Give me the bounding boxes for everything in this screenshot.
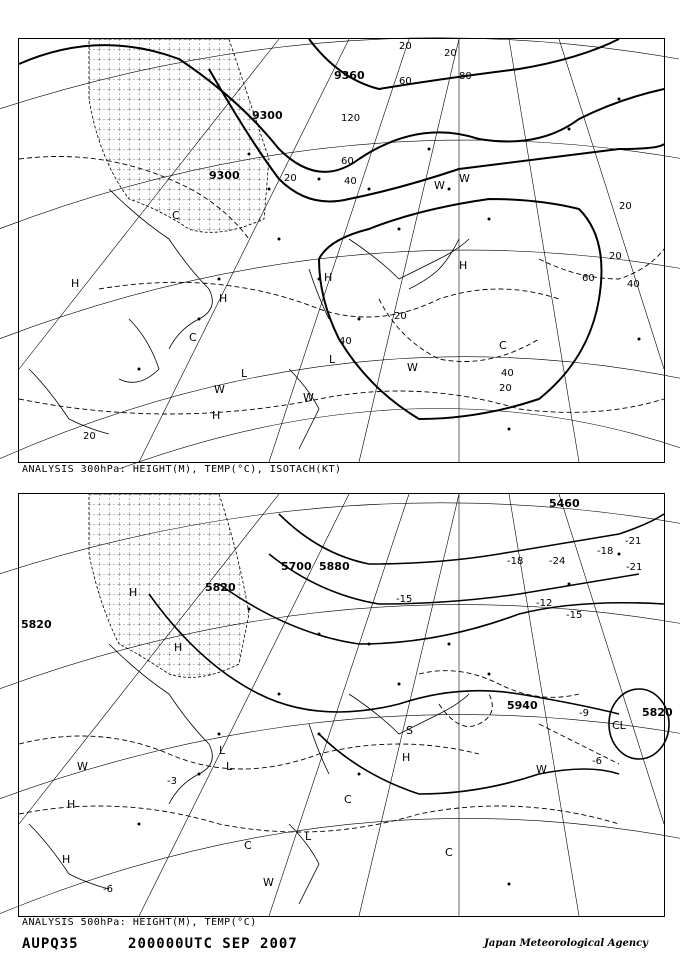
system-marker: C	[189, 331, 197, 344]
system-marker: L	[241, 367, 248, 380]
system-marker: C	[344, 793, 352, 806]
height-label: 5820	[205, 581, 236, 594]
isotach-label: 120	[341, 113, 361, 124]
chart-300hpa	[18, 38, 665, 463]
system-marker: H	[174, 641, 183, 654]
temp-label: -6	[103, 884, 113, 895]
temp-label: -21	[625, 536, 642, 547]
isotach-label: 20	[394, 311, 407, 322]
system-marker: L	[329, 353, 336, 366]
isotach-label: 20	[619, 201, 632, 212]
map-500hpa	[19, 494, 673, 916]
temp-label: -24	[549, 556, 566, 567]
system-marker: H	[459, 259, 468, 272]
temp-label: -9	[579, 708, 589, 719]
system-marker: C	[244, 839, 252, 852]
system-marker: C	[499, 339, 507, 352]
isotach-label: 60	[341, 156, 354, 167]
system-marker: CL	[612, 719, 626, 732]
isotach-label: 60	[399, 76, 412, 87]
system-marker: H	[324, 271, 333, 284]
coastlines	[29, 644, 469, 904]
height-label: 5880	[319, 560, 350, 573]
height-label: 9300	[252, 109, 283, 122]
system-marker: W	[459, 172, 470, 185]
system-marker: H	[402, 751, 411, 764]
system-marker: L	[305, 830, 312, 843]
system-marker: H	[212, 409, 221, 422]
system-marker: H	[71, 277, 80, 290]
temp-label: -21	[626, 562, 643, 573]
temp-label: -6	[592, 756, 602, 767]
isotach-label: 80	[459, 71, 472, 82]
temp-label: -18	[507, 556, 524, 567]
temp-label: -18	[597, 546, 614, 557]
map-300hpa	[19, 39, 664, 462]
system-marker: W	[434, 179, 445, 192]
system-marker: W	[77, 760, 88, 773]
hatched-region	[89, 39, 269, 232]
isotach-label: 40	[627, 279, 640, 290]
caption-500hpa: ANALYSIS 500hPa: HEIGHT(M), TEMP(°C)	[22, 917, 257, 928]
isotach-label: 20	[399, 41, 412, 52]
temp-label: -3	[167, 776, 177, 787]
system-marker: W	[263, 876, 274, 889]
chart-code: AUPQ35	[22, 936, 79, 952]
isotach-label: 20	[83, 431, 96, 442]
agency-credit: Japan Meteorological Agency	[484, 938, 648, 949]
temp-label: -15	[566, 610, 583, 621]
system-marker: H	[219, 292, 228, 305]
system-marker: W	[407, 361, 418, 374]
height-label: 5820	[642, 706, 673, 719]
system-marker: H	[67, 798, 76, 811]
pressure-systems	[71, 172, 507, 422]
height-label: 5700	[281, 560, 312, 573]
system-marker: H	[62, 853, 71, 866]
caption-300hpa: ANALYSIS 300hPa: HEIGHT(M), TEMP(°C), ISOTACH(KT)	[22, 464, 342, 475]
system-marker: S	[406, 724, 413, 737]
system-marker: W	[214, 383, 225, 396]
isotach-label: 20	[444, 48, 457, 59]
system-marker: H	[129, 586, 138, 599]
chart-500hpa	[18, 493, 673, 917]
system-marker: L	[219, 744, 226, 757]
height-label: 5820	[21, 618, 52, 631]
chart-footer	[22, 936, 338, 952]
isotach-label: 40	[344, 176, 357, 187]
height-label: 9300	[209, 169, 240, 182]
temp-label: -12	[536, 598, 553, 609]
isotach-label: 20	[499, 383, 512, 394]
isotach-label: 20	[284, 173, 297, 184]
height-label: 5940	[507, 699, 538, 712]
isotach-label: 40	[501, 368, 514, 379]
isotach-label: 20	[609, 251, 622, 262]
isotach-label: 40	[339, 336, 352, 347]
temp-label: -15	[396, 594, 413, 605]
height-label: 5460	[549, 497, 580, 510]
isotach-label: 60	[582, 273, 595, 284]
system-marker: L	[226, 760, 233, 773]
height-label: 9360	[334, 69, 365, 82]
chart-time: 200000UTC SEP 2007	[128, 936, 298, 952]
system-marker: C	[172, 209, 180, 222]
system-marker: C	[445, 846, 453, 859]
system-marker: W	[536, 763, 547, 776]
system-marker: W	[303, 391, 314, 404]
